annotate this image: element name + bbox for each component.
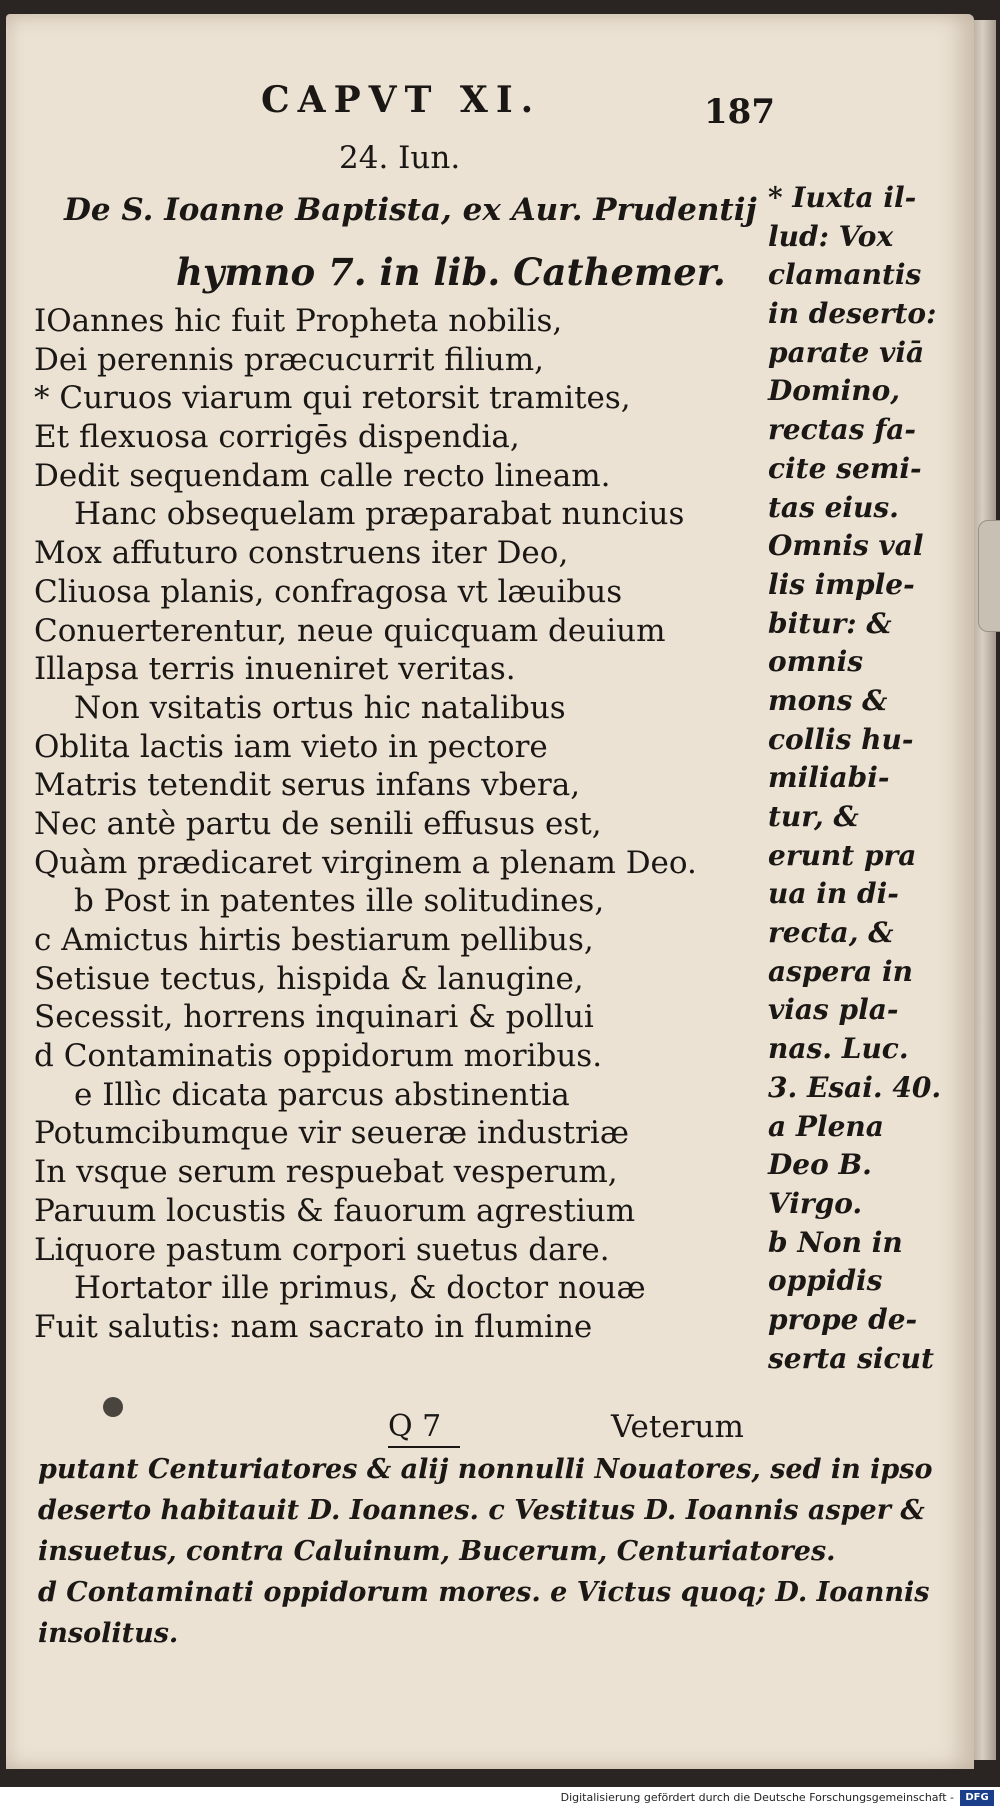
verse-line: Conuerterentur, neue quicquam deuium [34, 612, 666, 649]
book-page [6, 14, 974, 1769]
marginal-note-line: tas eius. [768, 490, 899, 524]
marginal-note-line: lud: Vox [768, 219, 894, 253]
marginal-note-line: oppidis [768, 1264, 883, 1298]
verse-line: Mox affuturo construens iter Deo, [34, 535, 569, 572]
marginal-notes [768, 179, 978, 1378]
running-head: CAPVT XI. [261, 79, 542, 121]
marginal-note-line: cite semi- [768, 451, 922, 485]
verse-line: Quàm prædicaret virginem a plenam Deo. [34, 844, 697, 881]
marginal-note-line: b Non in [768, 1225, 903, 1259]
marginal-note-line: Omnis val [768, 529, 924, 563]
signature-mark: Q 7 [388, 1409, 442, 1444]
verse-line: Hortator ille primus, & doctor nouæ [74, 1270, 646, 1307]
marginal-note-line: bitur: & [768, 606, 892, 640]
catchword: Veterum [611, 1409, 744, 1445]
marginal-note-line: a Plena [768, 1109, 884, 1143]
credit-bar [0, 1787, 1000, 1811]
verse-line: Liquore pastum corpori suetus dare. [34, 1231, 610, 1268]
verse-line: e Illìc dicata parcus abstinentia [74, 1076, 570, 1113]
footnote-line: insuetus, contra Caluinum, Bucerum, Centuriatores. [38, 1536, 836, 1567]
verse-line: c Amictus hirtis bestiarum pellibus, [34, 922, 594, 958]
marginal-note-line: mons & [768, 683, 888, 717]
verse-line: b Post in patentes ille solitudines, [74, 883, 605, 920]
verse-line: Matris tetendit serus infans vbera, [34, 767, 581, 804]
footnote-line: putant Centuriatores & alij nonnulli Nouatores, sed in ipso [38, 1454, 933, 1485]
verse-line: Non vsitatis ortus hic natalibus [74, 689, 566, 726]
verse-line: In vsque serum respuebat vesperum, [34, 1154, 618, 1191]
marginal-note-line: miliabi- [768, 761, 890, 795]
page-tab [978, 520, 1000, 632]
marginal-note-line: tur, & [768, 800, 859, 833]
verse-line: IOannes hic fuit Propheta nobilis, [34, 303, 563, 339]
verse-line: Dedit sequendam calle recto lineam. [34, 457, 611, 494]
verse-line: Nec antè partu de senili effusus est, [34, 805, 602, 842]
title-line-2: hymno 7. in lib. Cathemer. [176, 250, 726, 294]
marginal-note-line: nas. Luc. [768, 1032, 909, 1066]
verse-line: Illapsa terris inueniret veritas. [34, 651, 516, 688]
verse-line: Dei perennis præcucurrit filium, [34, 341, 544, 378]
verse-line: Oblita lactis iam vieto in pectore [34, 728, 548, 765]
verse-line: Fuit salutis: nam sacrato in flumine [34, 1308, 593, 1345]
poem-body [34, 302, 774, 1347]
ink-blot [103, 1397, 123, 1417]
verse-line: d Contaminatis oppidorum moribus. [34, 1038, 603, 1075]
verse-line: Cliuosa planis, confragosa vt læuibus [34, 573, 623, 610]
marginal-note-line: ua in di- [768, 877, 899, 911]
verse-line: Setisue tectus, hispida & lanugine, [34, 960, 584, 997]
marginal-note-line: 3. Esai. 40. [768, 1070, 942, 1104]
verse-line: Paruum locustis & fauorum agrestium [34, 1192, 636, 1229]
marginal-note-line: Domino, [768, 374, 901, 408]
footnotes [38, 1449, 938, 1654]
dfg-logo: DFG [960, 1790, 994, 1806]
marginal-note-line: aspera in [768, 954, 913, 988]
credit-text: Digitalisierung gefördert durch die Deutsche Forschungsgemeinschaft - [560, 1791, 954, 1804]
page-number: 187 [704, 92, 775, 132]
marginal-note-line: recta, & [768, 916, 894, 950]
marginal-note-line: Deo B. [768, 1148, 872, 1182]
title-line-1: De S. Ioanne Baptista, ex Aur. Prudentij [64, 192, 757, 228]
marginal-note-line: in deserto: [768, 297, 937, 331]
signature-underline [388, 1446, 460, 1448]
verse-line: Et flexuosa corrigēs dispendia, [34, 419, 520, 456]
footnote-line: insolitus. [38, 1618, 179, 1649]
marginal-note-line: collis hu- [768, 722, 914, 756]
verse-line: * Curuos viarum qui retorsit tramites, [34, 380, 631, 417]
marginal-note-line: clamantis [768, 258, 922, 292]
marginal-note-line: * Iuxta il- [768, 181, 917, 214]
date-line: 24. Iun. [339, 140, 461, 176]
marginal-note-line: serta sicut [768, 1341, 934, 1375]
marginal-note-line: lis imple- [768, 567, 915, 601]
footnote-line: deserto habitauit D. Ioannes. c Vestitus D. Ioannis asper & [38, 1495, 925, 1526]
marginal-note-line: omnis [768, 645, 864, 679]
marginal-note-line: rectas fa- [768, 413, 917, 447]
marginal-note-line: vias pla- [768, 993, 899, 1027]
marginal-note-line: Virgo. [768, 1186, 863, 1220]
verse-line: Secessit, horrens inquinari & pollui [34, 999, 594, 1036]
marginal-note-line: erunt pra [768, 838, 917, 872]
marginal-note-line: parate viā [768, 335, 925, 369]
verse-line: Potumcibumque vir seueræ industriæ [34, 1115, 629, 1152]
footnote-line: d Contaminati oppidorum mores. e Victus quoq; D. Ioannis [38, 1577, 930, 1608]
marginal-note-line: prope de- [768, 1302, 918, 1336]
verse-line: Hanc obsequelam præparabat nuncius [74, 496, 685, 533]
